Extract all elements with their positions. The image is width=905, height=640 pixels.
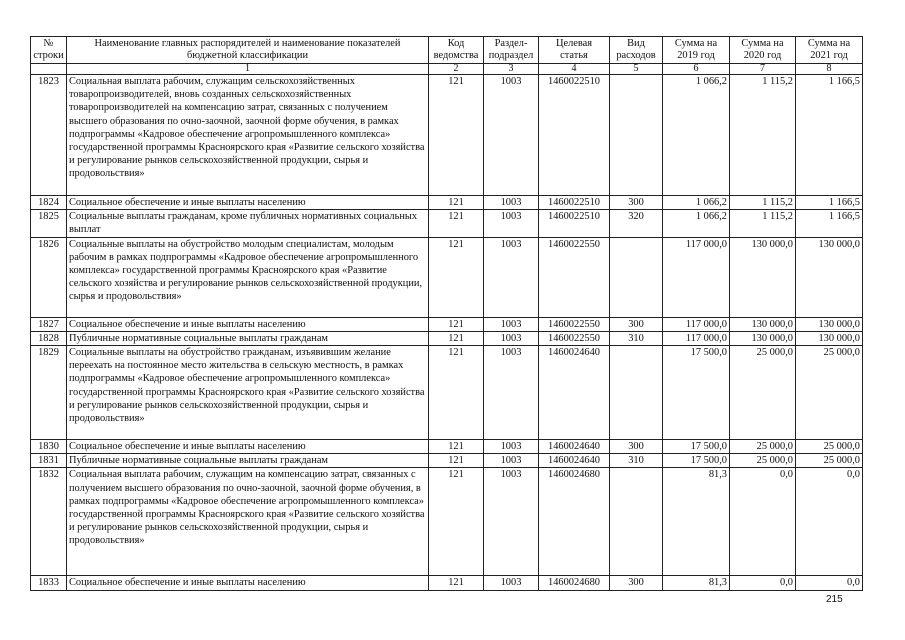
row-sum-2020: 130 000,0 bbox=[730, 237, 796, 317]
row-number: 1831 bbox=[31, 454, 67, 468]
row-sum-2020: 130 000,0 bbox=[730, 317, 796, 331]
table-row bbox=[31, 346, 863, 440]
row-sum-2020: 25 000,0 bbox=[730, 454, 796, 468]
row-target: 1460022510 bbox=[539, 196, 610, 210]
budget-table bbox=[30, 36, 863, 591]
row-target: 1460022510 bbox=[539, 210, 610, 237]
table-row bbox=[31, 331, 863, 345]
header-sum-2021: Сумма на 2021 год bbox=[796, 37, 863, 64]
row-number: 1829 bbox=[31, 346, 67, 440]
row-dept-code: 121 bbox=[429, 454, 484, 468]
row-sum-2019: 81,3 bbox=[663, 468, 730, 576]
row-name: Публичные нормативные социальные выплаты гражданам bbox=[67, 331, 429, 345]
row-sum-2020: 25 000,0 bbox=[730, 346, 796, 440]
row-dept-code: 121 bbox=[429, 317, 484, 331]
row-expense-type: 300 bbox=[610, 196, 663, 210]
row-sum-2021: 25 000,0 bbox=[796, 440, 863, 454]
row-sum-2020: 130 000,0 bbox=[730, 331, 796, 345]
row-dept-code: 121 bbox=[429, 346, 484, 440]
row-target: 1460024680 bbox=[539, 468, 610, 576]
header-name: Наименование главных распорядителей и наименование показателей бюджетной классификации bbox=[67, 37, 429, 64]
row-dept-code: 121 bbox=[429, 576, 484, 590]
row-target: 1460022550 bbox=[539, 317, 610, 331]
row-sum-2019: 17 500,0 bbox=[663, 454, 730, 468]
row-sum-2021: 130 000,0 bbox=[796, 331, 863, 345]
row-section: 1003 bbox=[484, 196, 539, 210]
row-section: 1003 bbox=[484, 317, 539, 331]
row-sum-2021: 25 000,0 bbox=[796, 346, 863, 440]
table-row bbox=[31, 237, 863, 317]
row-number: 1824 bbox=[31, 196, 67, 210]
header-dept-code: Код ведомства bbox=[429, 37, 484, 64]
row-section: 1003 bbox=[484, 346, 539, 440]
row-expense-type: 310 bbox=[610, 331, 663, 345]
row-expense-type: 320 bbox=[610, 210, 663, 237]
column-number: 6 bbox=[663, 64, 730, 75]
row-section: 1003 bbox=[484, 468, 539, 576]
row-expense-type: 310 bbox=[610, 454, 663, 468]
table-row bbox=[31, 454, 863, 468]
row-target: 1460024640 bbox=[539, 346, 610, 440]
table-row bbox=[31, 576, 863, 590]
row-name: Социальные выплаты гражданам, кроме публичных нормативных социальных выплат bbox=[67, 210, 429, 237]
row-expense-type: 300 bbox=[610, 317, 663, 331]
header-section: Раздел-подраздел bbox=[484, 37, 539, 64]
row-number: 1830 bbox=[31, 440, 67, 454]
row-dept-code: 121 bbox=[429, 468, 484, 576]
row-section: 1003 bbox=[484, 454, 539, 468]
row-sum-2019: 117 000,0 bbox=[663, 237, 730, 317]
row-sum-2019: 17 500,0 bbox=[663, 346, 730, 440]
row-dept-code: 121 bbox=[429, 237, 484, 317]
table-row bbox=[31, 440, 863, 454]
row-section: 1003 bbox=[484, 210, 539, 237]
row-target: 1460022550 bbox=[539, 331, 610, 345]
row-sum-2020: 0,0 bbox=[730, 576, 796, 590]
table-row bbox=[31, 468, 863, 576]
row-section: 1003 bbox=[484, 576, 539, 590]
row-number: 1825 bbox=[31, 210, 67, 237]
column-number bbox=[31, 64, 67, 75]
row-sum-2019: 117 000,0 bbox=[663, 331, 730, 345]
row-sum-2020: 0,0 bbox=[730, 468, 796, 576]
row-expense-type: 300 bbox=[610, 576, 663, 590]
row-sum-2020: 1 115,2 bbox=[730, 210, 796, 237]
column-number: 2 bbox=[429, 64, 484, 75]
row-number: 1833 bbox=[31, 576, 67, 590]
row-number: 1823 bbox=[31, 75, 67, 196]
row-target: 1460024680 bbox=[539, 576, 610, 590]
table-row bbox=[31, 210, 863, 237]
row-sum-2021: 130 000,0 bbox=[796, 237, 863, 317]
row-expense-type bbox=[610, 346, 663, 440]
row-name: Социальные выплаты на обустройство молодым специалистам, молодым рабочим в рамках подпрограммы «Кадровое обеспечение агропромышленного комплекса» государственной программы Красноярского края «Развитие сельского хозяйства и регулирование рынков сельскохозяйственной продукции, сырья и продовольствия» bbox=[67, 237, 429, 317]
row-section: 1003 bbox=[484, 237, 539, 317]
row-number: 1828 bbox=[31, 331, 67, 345]
row-dept-code: 121 bbox=[429, 440, 484, 454]
row-sum-2019: 17 500,0 bbox=[663, 440, 730, 454]
row-number: 1832 bbox=[31, 468, 67, 576]
header-expense-type: Вид расходов bbox=[610, 37, 663, 64]
table-row bbox=[31, 75, 863, 196]
row-sum-2019: 1 066,2 bbox=[663, 196, 730, 210]
row-sum-2019: 1 066,2 bbox=[663, 75, 730, 196]
column-number: 4 bbox=[539, 64, 610, 75]
row-name: Публичные нормативные социальные выплаты гражданам bbox=[67, 454, 429, 468]
row-section: 1003 bbox=[484, 331, 539, 345]
table-row bbox=[31, 317, 863, 331]
row-name: Социальное обеспечение и иные выплаты населению bbox=[67, 576, 429, 590]
row-sum-2020: 25 000,0 bbox=[730, 440, 796, 454]
header-sum-2019: Сумма на 2019 год bbox=[663, 37, 730, 64]
row-name: Социальная выплата рабочим, служащим на компенсацию затрат, связанных с получением высшего образования по очно-заочной, заочной форме обучения, в рамках подпрограммы «Кадровое обеспечение агропромышленного комплекса» государственной программы Красноярского края «Развитие сельского хозяйства и регулирование рынков сельскохозяйственной продукции, сырья и продовольствия» bbox=[67, 468, 429, 576]
row-name: Социальные выплаты на обустройство гражданам, изъявившим желание переехать на постоянное место жительства в сельскую местность, в рамках подпрограммы «Кадровое обеспечение агропромышленного комплекса» государственной программы Красноярского края «Развитие сельского хозяйства и регулирование рынков сельскохозяйственной продукции, сырья и продовольствия» bbox=[67, 346, 429, 440]
row-name: Социальное обеспечение и иные выплаты населению bbox=[67, 196, 429, 210]
header-sum-2020: Сумма на 2020 год bbox=[730, 37, 796, 64]
row-number: 1827 bbox=[31, 317, 67, 331]
row-target: 1460022510 bbox=[539, 75, 610, 196]
row-sum-2020: 1 115,2 bbox=[730, 75, 796, 196]
row-dept-code: 121 bbox=[429, 75, 484, 196]
column-number: 5 bbox=[610, 64, 663, 75]
row-dept-code: 121 bbox=[429, 196, 484, 210]
row-section: 1003 bbox=[484, 75, 539, 196]
row-sum-2021: 0,0 bbox=[796, 468, 863, 576]
row-expense-type bbox=[610, 237, 663, 317]
row-sum-2021: 1 166,5 bbox=[796, 75, 863, 196]
row-sum-2021: 130 000,0 bbox=[796, 317, 863, 331]
row-sum-2021: 1 166,5 bbox=[796, 196, 863, 210]
row-sum-2020: 1 115,2 bbox=[730, 196, 796, 210]
column-numbers-row bbox=[31, 64, 863, 75]
row-sum-2021: 25 000,0 bbox=[796, 454, 863, 468]
row-number: 1826 bbox=[31, 237, 67, 317]
header-target: Целевая статья bbox=[539, 37, 610, 64]
table-body bbox=[31, 64, 863, 591]
column-number: 8 bbox=[796, 64, 863, 75]
row-sum-2019: 117 000,0 bbox=[663, 317, 730, 331]
column-number: 7 bbox=[730, 64, 796, 75]
row-sum-2019: 1 066,2 bbox=[663, 210, 730, 237]
row-dept-code: 121 bbox=[429, 331, 484, 345]
column-number: 3 bbox=[484, 64, 539, 75]
row-target: 1460024640 bbox=[539, 440, 610, 454]
row-name: Социальная выплата рабочим, служащим сельскохозяйственных товаропроизводителей, вновь созданных сельскохозяйственных товаропроизводителей на компенсацию затрат, связанных с получением высшего образования по очно-заочной, заочной форме обучения, в рамках подпрограммы «Кадровое обеспечение агропромышленного комплекса» государственной программы Красноярского края «Развитие сельского хозяйства и регулирование рынков сельскохозяйственной продукции, сырья и продовольствия» bbox=[67, 75, 429, 196]
row-target: 1460022550 bbox=[539, 237, 610, 317]
table-row bbox=[31, 196, 863, 210]
row-name: Социальное обеспечение и иные выплаты населению bbox=[67, 317, 429, 331]
row-name: Социальное обеспечение и иные выплаты населению bbox=[67, 440, 429, 454]
header-row-no: № строки bbox=[31, 37, 67, 64]
row-sum-2019: 81,3 bbox=[663, 576, 730, 590]
row-section: 1003 bbox=[484, 440, 539, 454]
header-row bbox=[31, 37, 863, 64]
row-expense-type bbox=[610, 75, 663, 196]
row-expense-type: 300 bbox=[610, 440, 663, 454]
row-dept-code: 121 bbox=[429, 210, 484, 237]
row-target: 1460024640 bbox=[539, 454, 610, 468]
column-number: 1 bbox=[67, 64, 429, 75]
row-sum-2021: 0,0 bbox=[796, 576, 863, 590]
row-sum-2021: 1 166,5 bbox=[796, 210, 863, 237]
row-expense-type bbox=[610, 468, 663, 576]
page-number: 215 bbox=[826, 594, 843, 605]
